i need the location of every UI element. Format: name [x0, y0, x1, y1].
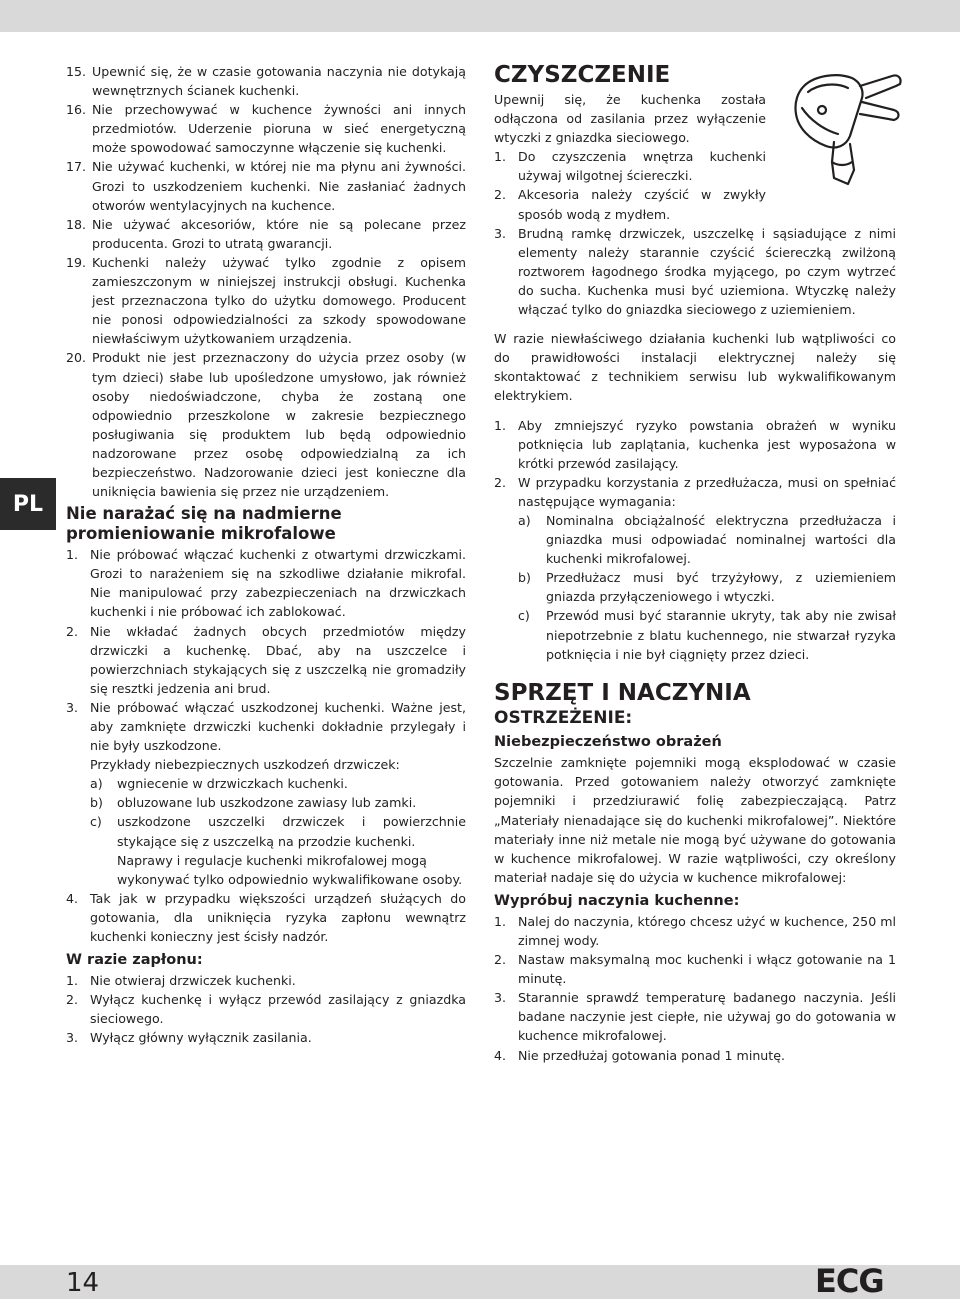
list-item: 3. Starannie sprawdź temperaturę badanego naczynia. Jeśli badane naczynie jest ciepłe, nie używaj go do gotowania w kuchence mikrofalowej.: [494, 990, 896, 1044]
radiation-heading: Nie narażać się na nadmierne promieniowanie mikrofalowe: [66, 504, 342, 543]
brand-logo: ECG: [815, 1262, 884, 1300]
injury-text: Szczelnie zamknięte pojemniki mogą eksplodować w czasie gotowania. Przed gotowaniem należy otworzyć zamknięte pojemniki i przedziurawić folię zabezpieczającą. Patrz „Materiały nienadające się do kuchenki mikrofalowej”. Niektóre materiały inne niż metale nie mogą być używane do gotowania w kuchence mikrofalowej. W razie wątpliwości, czy określony materiał nadaje się do użycia w kuchence mikrofalowej:: [494, 755, 896, 885]
examples-intro: Przykłady niebezpiecznych uszkodzeń drzwiczek:: [90, 757, 400, 773]
list-item: 2. Wyłącz kuchenkę i wyłącz przewód zasilający z gniazdka sieciowego.: [66, 992, 466, 1027]
list-item: 1. Aby zmniejszyć ryzyko powstania obrażeń w wyniku potknięcia lub zaplątania, kuchenka jest wyposażona w krótki przewód zasilający.: [494, 417, 896, 471]
list-item: 16. Nie przechowywać w kuchence żywności ani innych przedmiotów. Uderzenie pioruna w sieć energetyczną może spowodować samoczynne włączenie się kuchenki.: [66, 102, 466, 156]
list-item: 3. Wyłącz główny wyłącznik zasilania.: [66, 1030, 312, 1046]
test-heading: Wypróbuj naczynia kuchenne:: [494, 892, 740, 909]
radiation-list: [66, 545, 466, 946]
list-item: 3. Nie próbować włączać uszkodzonej kuchenki. Ważne jest, aby zamknięte drzwiczki kuchenki dokładnie przylegały i nie były uszkodzone.: [66, 699, 466, 754]
list-item: 2. W przypadku korzystania z przedłużacza, musi on spełniać następujące wymagania:: [494, 474, 896, 509]
list-item: 18. Nie używać akcesoriów, które nie są polecane przez producenta. Grozi to utratą gwarancji.: [66, 216, 466, 251]
fire-heading: W razie zapłonu:: [66, 952, 203, 969]
list-item: 3. Brudną ramkę drzwiczek, uszczelkę i sąsiadujące z nimi elementy należy starannie czyścić ściereczką zwilżoną roztworem łagodnego środka myjącego, po czym wytrzeć do sucha. Kuchenka musi być uziemiona. Wtyczkę należy włączać tylko do gniazdka sieciowego z uziemieniem.: [494, 225, 896, 318]
repairs-note: Naprawy i regulacje kuchenki mikrofalowej mogą wykonywać tylko odpowiednio wykwalifikowane osoby.: [117, 852, 463, 887]
list-item: 4. Nie przedłużaj gotowania ponad 1 minutę.: [494, 1047, 785, 1063]
fire-list: [66, 971, 466, 1047]
page-number: 14: [66, 1268, 100, 1298]
list-item: 4. Tak jak w przypadku większości urządzeń służących do gotowania, dla uniknięcia ryzyka zapłonu wewnątrz kuchenki konieczny jest ścisły nadzór.: [66, 890, 466, 945]
example-item: a) wgniecenie w drzwiczkach kuchenki.: [90, 776, 348, 792]
ext-item: c) Przewód musi być starannie ukryty, tak aby nie zwisał niepotrzebnie z blatu kuchennego, nie stwarzał ryzyka potknięcia i nie był ciągnięty przez dzieci.: [518, 608, 896, 662]
test-list: [494, 912, 896, 1065]
list-item: 1. Nie próbować włączać kuchenki z otwartymi drzwiczkami. Grozi to narażeniem się na szkodliwe działanie mikrofal. Nie manipulować przy zabezpieczeniach na drzwiczkach kuchenki i nie próbować ich zablokować.: [66, 547, 466, 620]
list-item: 2. Nastaw maksymalną moc kuchenki i włącz gotowanie na 1 minutę.: [494, 952, 896, 987]
grounding-note: W razie niewłaściwego działania kuchenki lub wątpliwości co do prawidłowości instalacji elektrycznej należy się skontaktować z technikiem serwisu lub wykwalifikowanym elektrykiem.: [494, 331, 896, 404]
safety-list-continued: [66, 62, 466, 501]
injury-heading: Niebezpieczeństwo obrażeń: [494, 734, 722, 751]
list-item: 1. Do czyszczenia wnętrza kuchenki używaj wilgotnej ściereczki.: [494, 149, 766, 184]
list-item: 1. Nalej do naczynia, którego chcesz użyć w kuchence, 250 ml zimnej wody.: [494, 913, 896, 948]
ext-item: b) Przedłużacz musi być trzyżyłowy, z uziemieniem gniazda przyłączeniowego i wtyczki.: [518, 570, 896, 605]
list-item: 1. Nie otwieraj drzwiczek kuchenki.: [66, 973, 296, 989]
example-item: b) obluzowane lub uszkodzone zawiasy lub zamki.: [90, 795, 417, 811]
power-list: [494, 416, 896, 664]
example-item: c) uszkodzone uszczelki drzwiczek i powierzchnie stykające się z uszczelką na przodzie kuchenki.: [90, 814, 466, 849]
ext-item: a) Nominalna obciążalność elektryczna przedłużacza i gniazdka musi odpowiadać nominalnej wartości dla kuchenki mikrofalowej.: [518, 512, 896, 567]
left-column: [66, 62, 466, 1048]
list-item: 15. Upewnić się, że w czasie gotowania naczynia nie dotykają wewnętrznych ścianek kuchenki.: [66, 64, 466, 99]
cleaning-list: [494, 147, 766, 223]
cleaning-intro: Upewnij się, że kuchenka została odłączona od zasilania przez wyłączenie wtyczki z gniazdka sieciowego.: [494, 92, 766, 146]
list-item: 19. Kuchenki należy używać tylko zgodnie z opisem zamieszczonym w niniejszej instrukcji obsługi. Kuchenka jest przeznaczona tylko do użytku domowego. Producent nie ponosi odpowiedzialności za szkody spowodowane niewłaściwym użytkowaniem urządzenia.: [66, 254, 466, 347]
list-item: 2. Akcesoria należy czyścić w zwykły sposób wodą z mydłem.: [494, 187, 766, 222]
cleaning-heading: CZYSZCZENIE: [494, 62, 671, 88]
language-tab: PL: [0, 478, 56, 530]
list-item: 17. Nie używać kuchenki, w której nie ma płynu ani żywności. Grozi to uszkodzeniem kuchenki. Nie zasłaniać żadnych otworów wentylacyjnych na kuchence.: [66, 159, 466, 213]
right-column: [494, 62, 896, 1065]
list-item: 20. Produkt nie jest przeznaczony do użycia przez osoby (w tym dzieci) słabe lub upośledzone umysłowo, jak również osoby niedoświadczone, chyba że zostaną one odpowiednio przeszkolone w zakresie bezpiecznego posługiwania się produktem lub będą odpowiednio nadzorowane przez osobę odpowiedzialną za ich bezpieczeństwo. Nadzorowanie dzieci jest konieczne dla uniknięcia bawienia się przez nie urządzeniem.: [66, 350, 466, 500]
warning-heading: OSTRZEŻENIE:: [494, 707, 633, 728]
top-bar: [0, 0, 960, 32]
list-item: 2. Nie wkładać żadnych obcych przedmiotów między drzwiczki a kuchenkę. Dbać, aby na uszczelce i powierzchniach stykających się z uszczelką nie gromadziły się resztki jedzenia ani brud.: [66, 623, 466, 696]
equipment-heading: SPRZĘT I NACZYNIA: [494, 679, 751, 706]
